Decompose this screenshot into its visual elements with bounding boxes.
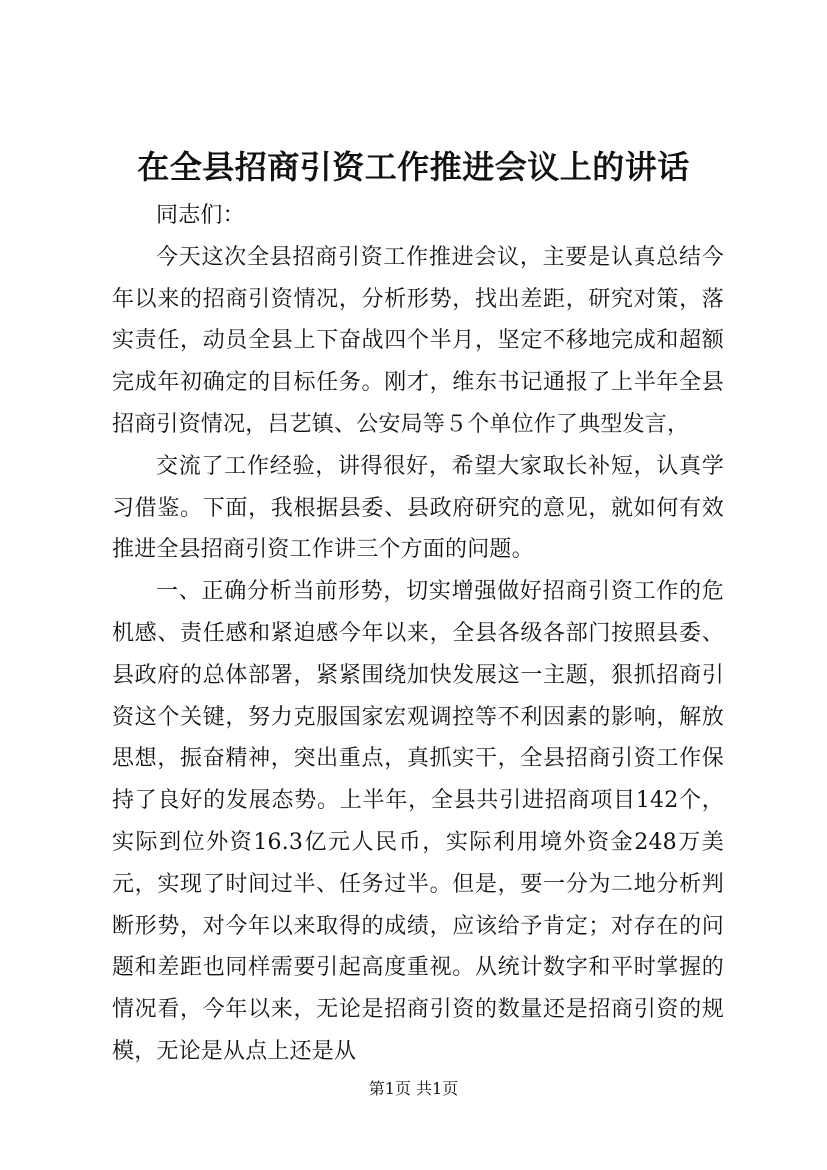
paragraph: 一、正确分析当前形势，切实增强做好招商引资工作的危机感、责任感和紧迫感今年以来，全县各级各部门按照县委、县政府的总体部署，紧紧围绕加快发展这一主题，狠抓招商引资这个关键，努力克服国家宏观调控等不利因素的影响，解放思想，振奋精神，突出重点，真抓实干，全县招商引资工作保持了良好的发展态势。上半年，全县共引进招商项目142个，实际到位外资16.3亿元人民币，实际利用境外资金248万美元，实现了时间过半、任务过半。但是，要一分为二地分析判断形势，对今年以来取得的成绩，应该给予肯定；对存在的问题和差距也同样需要引起高度重视。从统计数字和平时掌握的情况看，今年以来，无论是招商引资的数量还是招商引资的规模，无论是从点上还是从 (112, 579, 724, 1064)
page-number-footer: 第1页 共1页 (368, 1079, 459, 1098)
salutation: 同志们： (156, 203, 245, 228)
document-title: 在全县招商引资工作推进会议上的讲话 (137, 148, 690, 186)
paragraph: 交流了工作经验，讲得很好，希望大家取长补短，认真学习借鉴。下面，我根据县委、县政府研究的意见，就如何有效推进全县招商引资工作讲三个方面的问题。 (112, 453, 724, 563)
document-body (112, 195, 724, 1073)
paragraph: 今天这次全县招商引资工作推进会议，主要是认真总结今年以来的招商引资情况，分析形势，找出差距，研究对策，落实责任，动员全县上下奋战四个半月，坚定不移地完成和超额完成年初确定的目标任务。刚才，维东书记通报了上半年全县招商引资情况，吕艺镇、公安局等５个单位作了典型发言， (112, 244, 724, 437)
